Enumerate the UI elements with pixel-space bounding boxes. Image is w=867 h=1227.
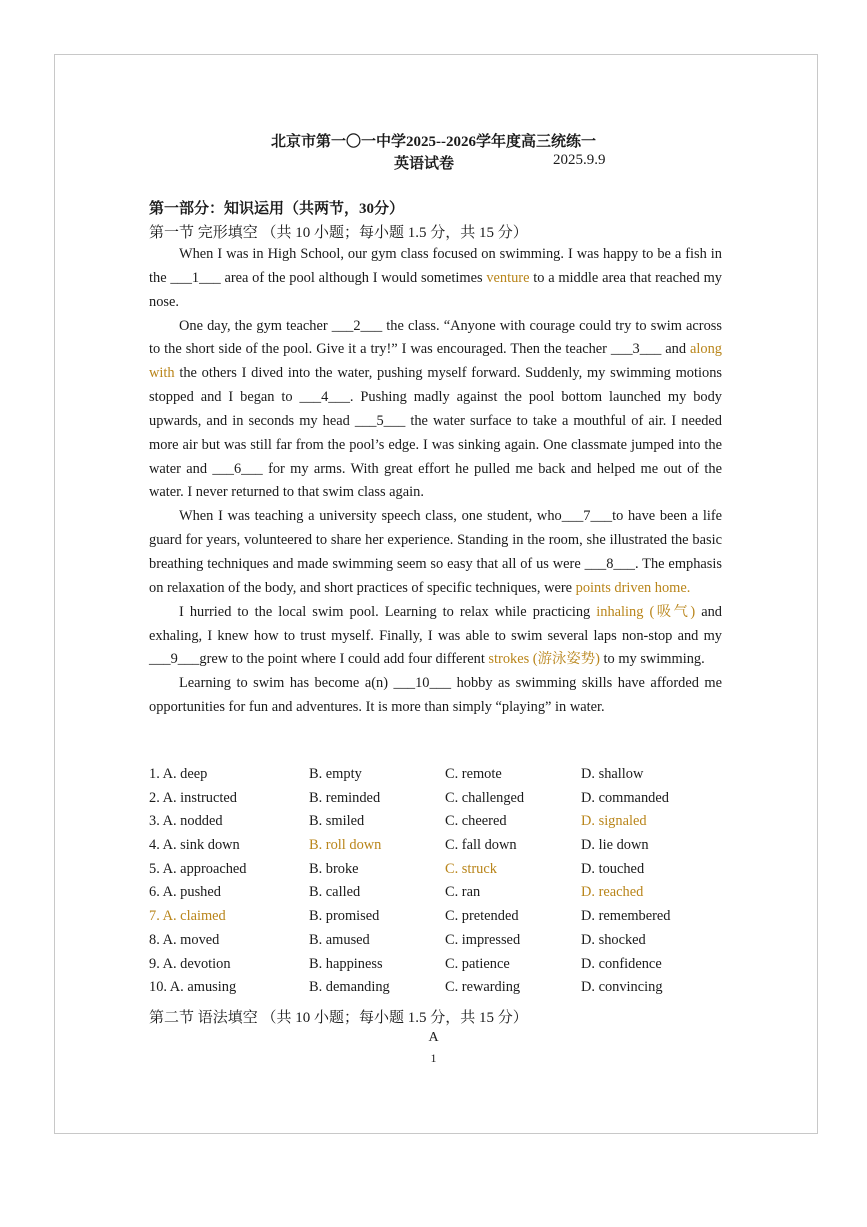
option-d: D. confidence [581,955,662,972]
option-d: D. touched [581,860,645,877]
option-a: 2. A. instructed [149,789,237,806]
option-b: B. roll down [309,837,382,854]
option-a: 1. A. deep [149,766,208,782]
paragraph-4 [149,601,722,673]
option-b: B. called [309,884,361,901]
p2-annotation: along with [149,341,722,382]
option-b: B. amused [309,931,370,948]
option-a: 5. A. approached [149,860,247,877]
option-a: 3. A. nodded [149,813,223,830]
p1-text-b: to a middle area that reached my nose. [149,269,722,310]
option-d: D. shallow [581,766,644,782]
exam-title: 北京市第一〇一中学2025--2026学年度高三统练一 [271,134,596,150]
section1-heading: 第一节 完形填空 （共 10 小题；每小题 1.5 分，共 15 分） [149,225,528,241]
option-c: C. struck [445,860,497,877]
option-b: B. smiled [309,813,365,830]
option-row [149,908,749,932]
option-row [149,956,749,980]
option-row [149,884,749,908]
p4-annotation-1: inhaling (吸气) [596,603,696,620]
option-d: D. reached [581,884,644,901]
option-d: D. commanded [581,789,669,806]
option-c: C. patience [445,955,510,972]
p4-text-c: to my swimming. [599,651,705,668]
option-a: 9. A. devotion [149,955,231,972]
options-list [149,766,749,1003]
option-row [149,932,749,956]
option-c: C. ran [445,884,481,901]
option-b: B. demanding [309,979,390,996]
option-a: 10. A. amusing [149,979,237,996]
option-row [149,861,749,885]
option-c: C. impressed [445,931,521,948]
option-c: C. remote [445,766,502,782]
paper-version: A [428,1030,439,1045]
option-a: 4. A. sink down [149,837,240,854]
paragraph-5 [149,672,722,720]
option-d: D. remembered [581,908,671,925]
option-row [149,979,749,1003]
option-b: B. empty [309,766,362,782]
option-row [149,766,749,790]
option-c: C. rewarding [445,979,521,996]
paragraph-1 [149,243,722,315]
page-number: 1 [430,1051,437,1065]
option-b: B. reminded [309,789,381,806]
option-b: B. happiness [309,955,383,972]
option-a: 7. A. claimed [149,908,226,925]
option-c: C. cheered [445,813,507,830]
subject-title: 英语试卷 [394,156,455,172]
option-a: 8. A. moved [149,931,220,948]
p5-text: Learning to swim has become a(n) ___10___ hobby as swimming skills have afforded me opportunities for fun and adventures. It is more than simply “playing” in water. [149,675,722,716]
option-a: 6. A. pushed [149,884,221,901]
p1-annotation: venture [486,269,530,286]
p2-text-a: One day, the gym teacher ___2___ the class. “Anyone with courage could try to swim across to the short side of the pool. Give it a try!” I was encouraged. Then the teacher ___3___ and [149,317,722,358]
p3-text-a: When I was teaching a university speech class, one student, who___7___to have been a life guard for years, volunteered to share her experience. Standing in the room, she illustrated the basic breathing techniques and made swimming seem so easy that all of us were ___8___. The emphasis on relaxation of the body, and short practices of specific techniques, were [149,508,722,596]
option-row [149,813,749,837]
option-row [149,790,749,814]
p4-text-b: and exhaling, I knew how to trust myself. Finally, I was able to swim several laps non-stop and my ___9___grew to the point where I could add four different [149,603,722,668]
section2-heading: 第二节 语法填空 （共 10 小题；每小题 1.5 分，共 15 分） [149,1010,528,1026]
paragraph-2 [149,315,722,506]
paragraph-3 [149,505,722,600]
p3-annotation: points driven home. [575,579,691,596]
p2-text-b: the others I dived into the water, pushing myself forward. Suddenly, my swimming motions stopped and I began to ___4___. Pushing madly against the pool bottom launched my body upwards, and in seconds my head ___5___ the water surface to take a mouthful of air. I needed more air but was still far from the pool’s edge. I was sinking again. One classmate jumped into the water and ___6___ for my arms. With great effort he pulled me back and helped me out of the water. I never returned to that swim class again. [149,365,722,501]
option-row [149,837,749,861]
option-d: D. signaled [581,813,647,830]
p1-text-a: When I was in High School, our gym class focused on swimming. I was happy to be a fish in the ___1___ area of the pool although I would sometimes [149,246,722,286]
option-b: B. broke [309,860,359,877]
exam-date: 2025.9.9 [553,152,606,168]
option-d: D. shocked [581,931,646,948]
part1-heading: 第一部分：知识运用（共两节，30分） [149,201,405,217]
cloze-passage [149,243,722,720]
option-d: D. lie down [581,837,649,854]
p4-text-a: I hurried to the local swim pool. Learning to relax while practicing [179,603,597,620]
option-c: C. challenged [445,789,525,806]
option-c: C. fall down [445,837,517,854]
option-b: B. promised [309,908,380,925]
p4-annotation-2: strokes (游泳姿势) [488,651,600,668]
option-c: C. pretended [445,908,519,925]
option-d: D. convincing [581,979,663,996]
